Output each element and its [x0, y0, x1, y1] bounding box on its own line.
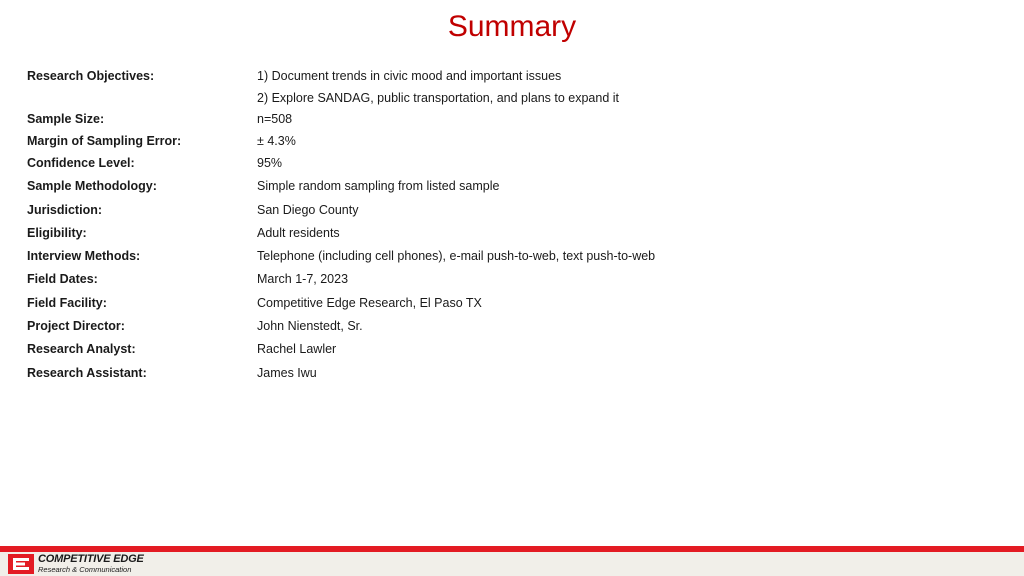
row-value: Competitive Edge Research, El Paso TX [257, 295, 482, 310]
row-value: San Diego County [257, 202, 359, 217]
summary-row [27, 152, 987, 175]
row-label: Confidence Level: [27, 156, 135, 170]
row-label: Margin of Sampling Error: [27, 133, 182, 148]
summary-row [27, 222, 987, 245]
logo-text [38, 554, 144, 574]
logo-mark-icon [8, 554, 34, 574]
row-label: Eligibility: [27, 225, 87, 240]
summary-row [27, 109, 987, 131]
logo-subtitle: Research & Communication [38, 565, 132, 575]
summary-row-research-objectives-cont [27, 88, 987, 110]
summary-row [27, 245, 987, 268]
company-logo [8, 553, 144, 575]
row-value: Adult residents [257, 225, 340, 240]
row-label: Research Assistant: [27, 365, 147, 380]
row-label: Sample Methodology: [27, 179, 157, 194]
row-value: Rachel Lawler [257, 342, 337, 357]
row-value: March 1-7, 2023 [257, 272, 349, 287]
row-label: Research Analyst: [27, 342, 136, 357]
row-label: Interview Methods: [27, 249, 141, 264]
row-label: Sample Size: [27, 112, 105, 126]
row-label: Project Director: [27, 319, 125, 334]
summary-row [27, 292, 987, 315]
row-value: ± 4.3% [257, 133, 296, 148]
row-label: Field Facility: [27, 295, 107, 310]
row-value: 1) Document trends in civic mood and important issues [257, 69, 562, 83]
row-value: n=508 [257, 112, 293, 126]
row-value: James Iwu [257, 365, 317, 380]
summary-row [27, 131, 987, 153]
row-label: Field Dates: [27, 272, 98, 287]
summary-row [27, 315, 987, 338]
summary-row [27, 175, 987, 198]
summary-row [27, 199, 987, 222]
summary-row [27, 338, 987, 361]
summary-row [27, 362, 987, 385]
row-value: John Nienstedt, Sr. [257, 319, 363, 334]
logo-name: COMPETITIVE EDGE [38, 553, 144, 566]
row-value: Simple random sampling from listed sample [257, 179, 500, 194]
row-value: 95% [257, 156, 283, 170]
summary-row [27, 268, 987, 291]
row-label: Research Objectives: [27, 69, 155, 83]
footer-bar [0, 552, 1024, 576]
summary-row-research-objectives [27, 66, 987, 88]
page-title: Summary [447, 10, 577, 43]
summary-table [27, 66, 987, 385]
row-value: Telephone (including cell phones), e-mail push-to-web, text push-to-web [257, 249, 656, 264]
row-value: 2) Explore SANDAG, public transportation, and plans to expand it [257, 90, 620, 105]
row-label: Jurisdiction: [27, 202, 103, 217]
